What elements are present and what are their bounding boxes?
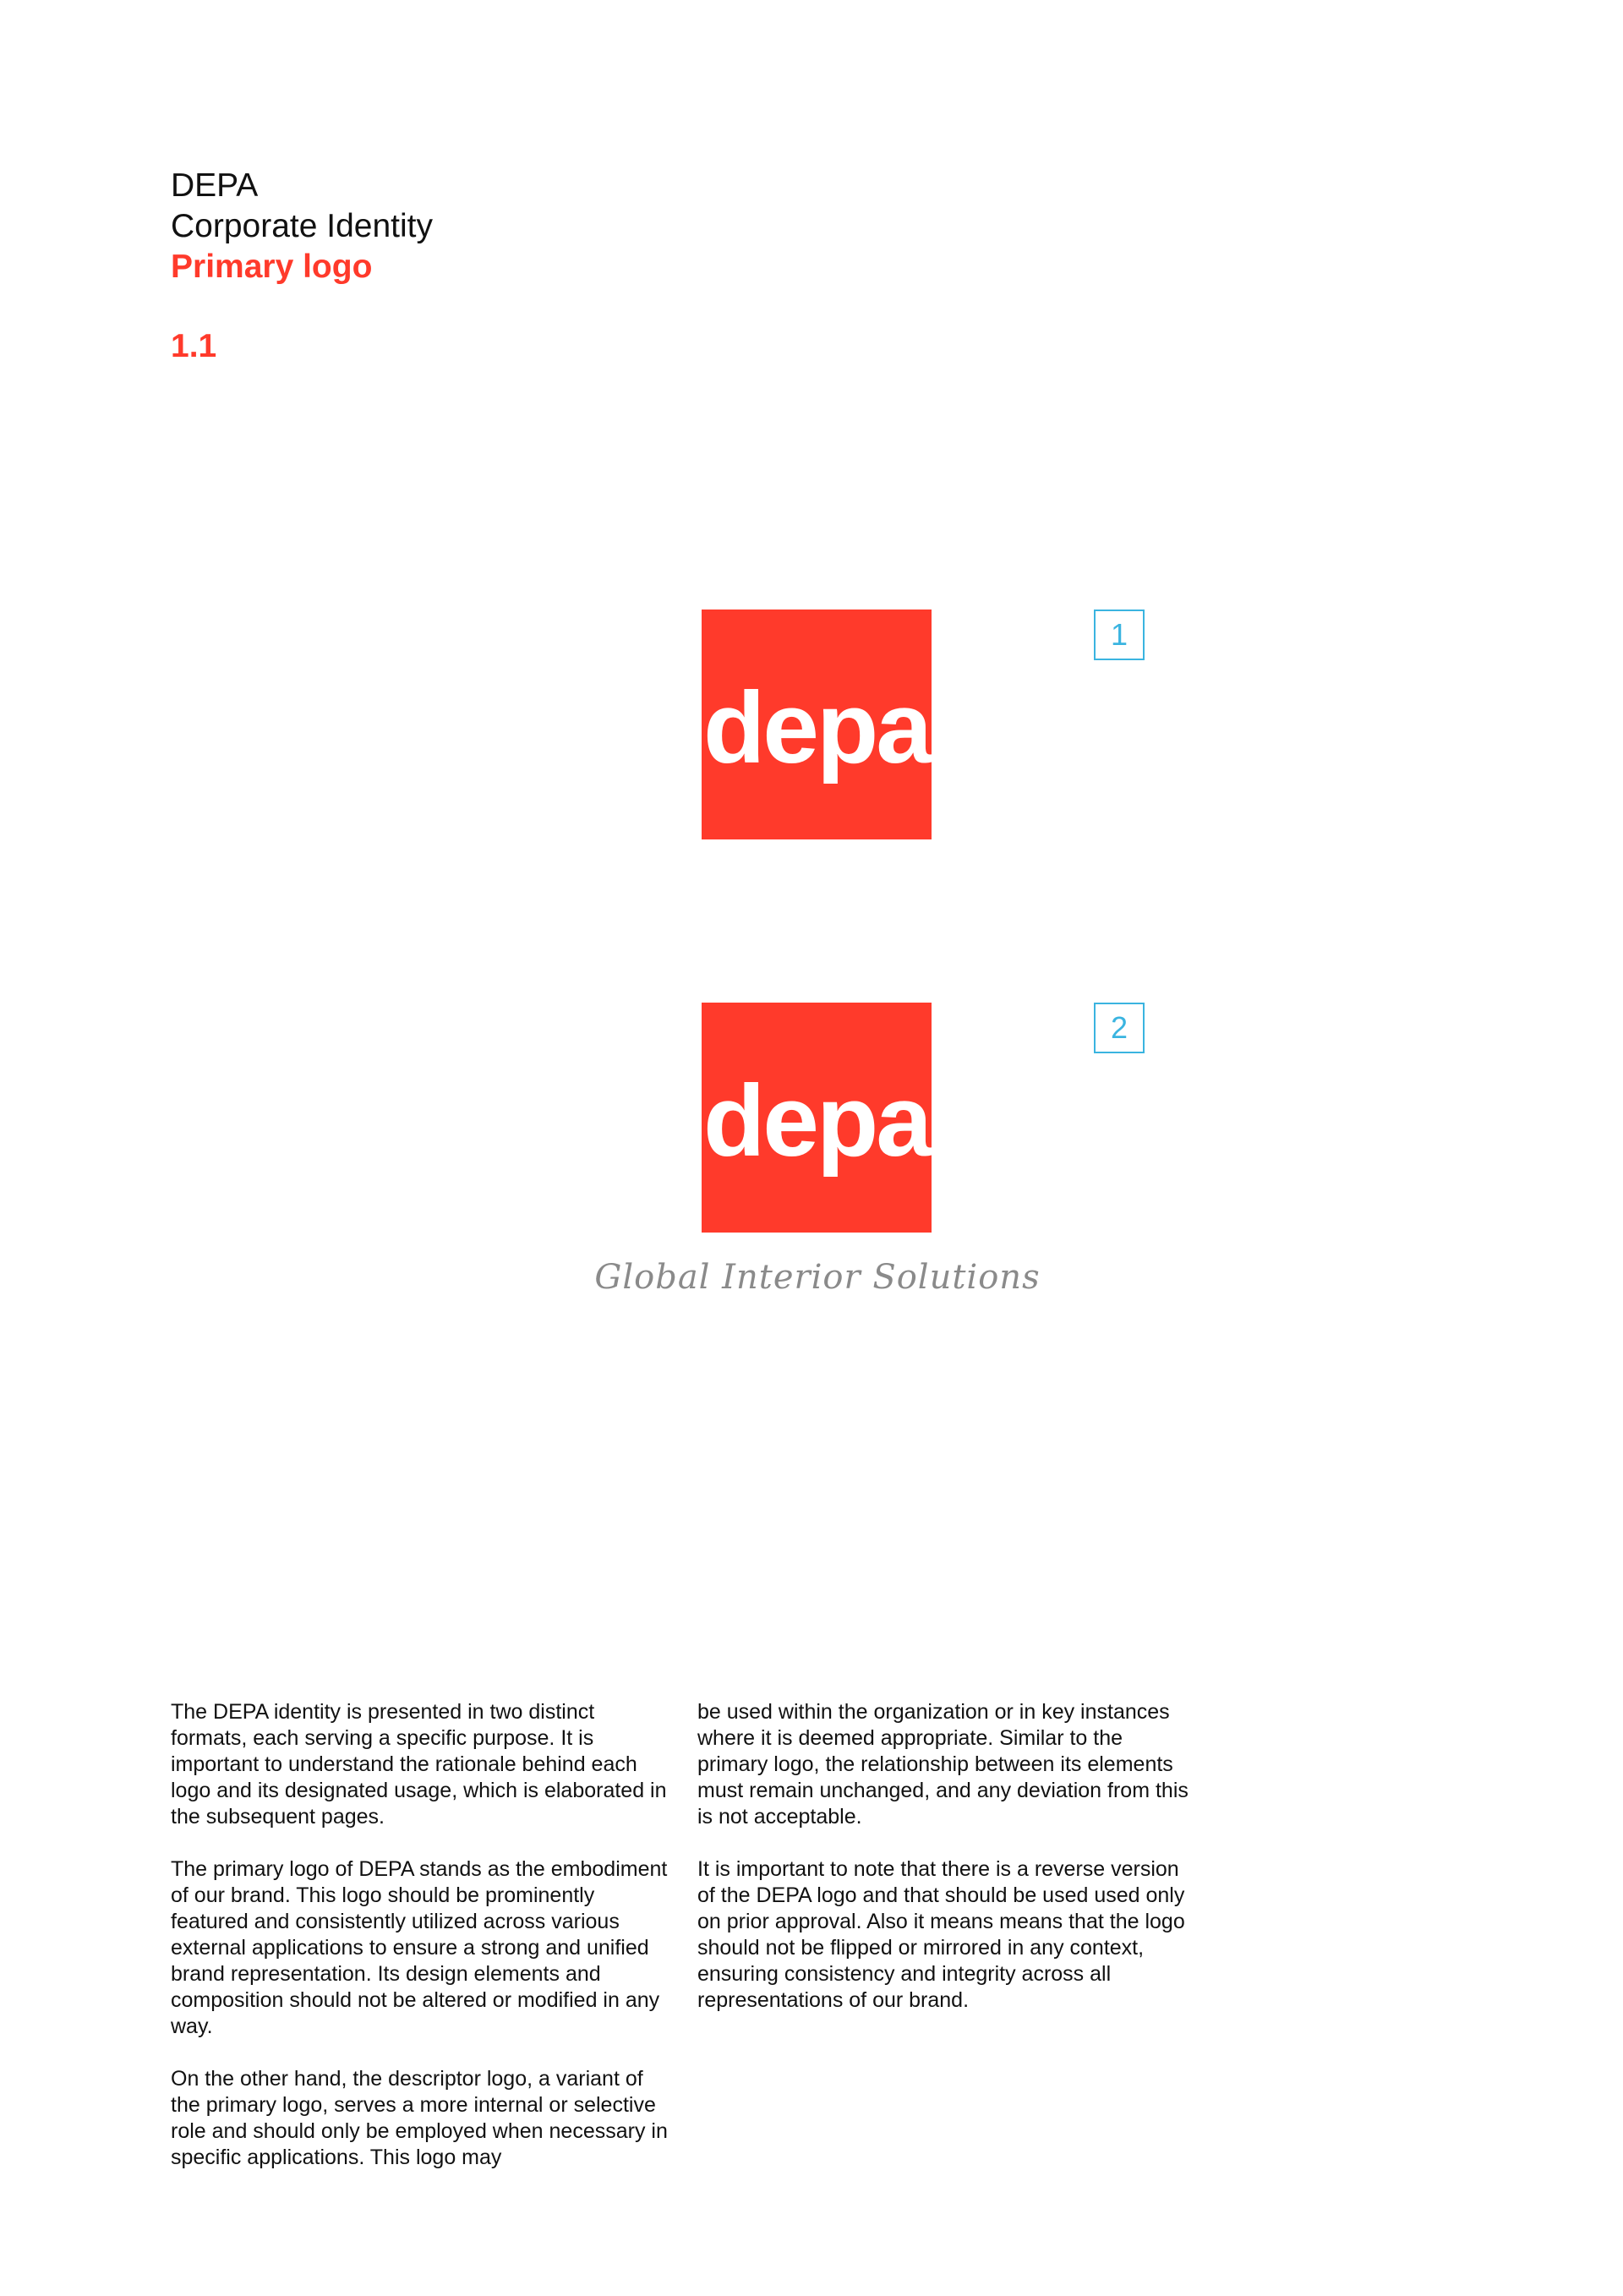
- body-paragraph: The primary logo of DEPA stands as the embodiment of our brand. This logo should be prominently featured and consistently utilized across various external applications to ensure a strong and unified brand representation. Its design elements and composition should not be altered or modified in any way.: [171, 1857, 668, 2038]
- document-title: Corporate Identity: [171, 208, 434, 244]
- descriptor-logo: [702, 1003, 932, 1233]
- primary-logo: [702, 610, 932, 839]
- body-column-right: [697, 1699, 1196, 2040]
- page-header: [171, 166, 433, 367]
- logo-descriptor-tagline: Global Interior Solutions: [594, 1258, 1041, 1297]
- body-paragraph: be used within the organization or in key instances where it is deemed appropriate. Similar to the primary logo, the relationship between its elements must remain unchanged, and any deviation from this is not acceptable.: [697, 1700, 1189, 1829]
- logo-number-badge: 2: [1094, 1003, 1145, 1053]
- body-paragraph: The DEPA identity is presented in two distinct formats, each serving a specific purpose. It is important to understand the rationale behind each logo and its designated usage, which is elaborated in the subsequent pages.: [171, 1700, 667, 1829]
- logo-wordmark: depa: [702, 1064, 931, 1178]
- section-title: Primary logo: [171, 249, 373, 285]
- body-paragraph: It is important to note that there is a reverse version of the DEPA logo and that should be used used only on prior approval. Also it means means that the logo should not be flipped or mirrored in any context, ensuring consistency and integrity across all representations of our brand.: [697, 1857, 1185, 2012]
- logo-number-badge: 1: [1094, 610, 1145, 660]
- logo-wordmark: depa: [702, 671, 931, 784]
- brand-name: DEPA: [171, 167, 259, 204]
- body-paragraph: On the other hand, the descriptor logo, a variant of the primary logo, serves a more internal or selective role and should only be employed when necessary in specific applications. This logo may: [171, 2067, 668, 2169]
- section-number: 1.1: [171, 328, 217, 364]
- body-column-left: [171, 1699, 669, 2197]
